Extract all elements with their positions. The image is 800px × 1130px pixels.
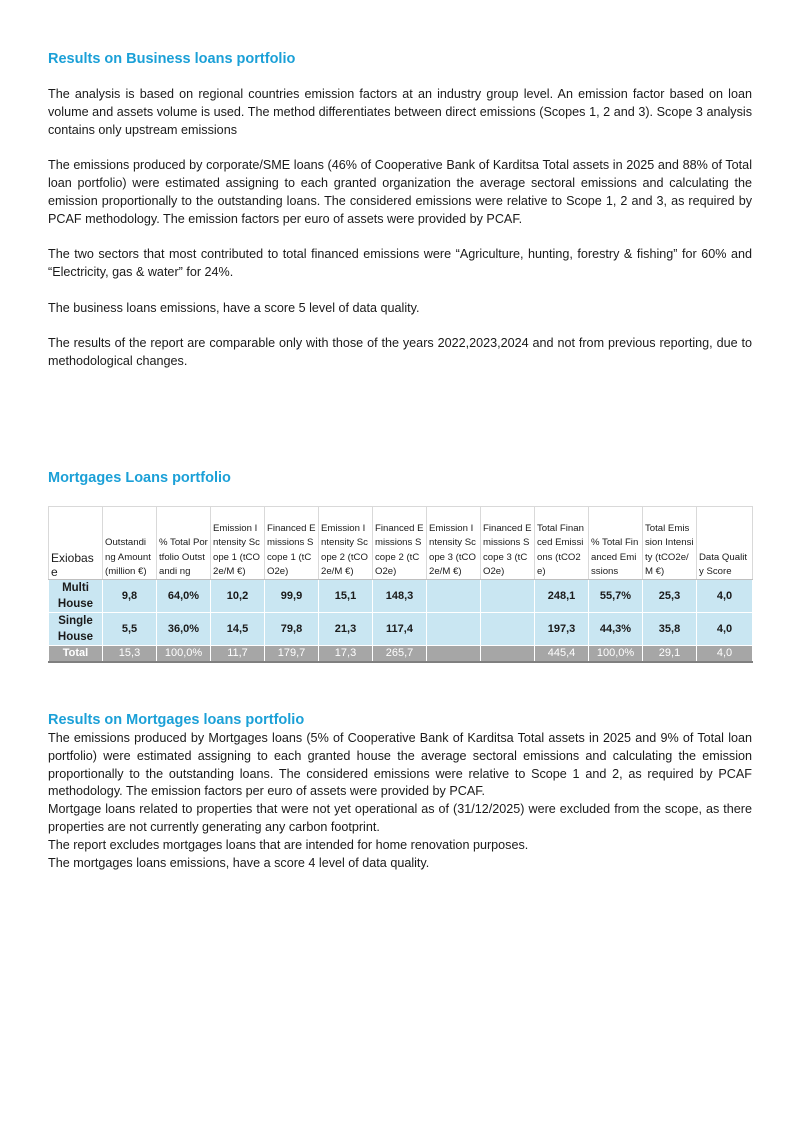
table-cell: 14,5: [211, 613, 265, 646]
table-cell: 44,3%: [589, 613, 643, 646]
table-cell: [481, 580, 535, 613]
table-cell: 64,0%: [157, 580, 211, 613]
table-cell: 445,4: [535, 646, 589, 663]
column-header: Emission Intensity Scope 1 (tCO2e/M €): [211, 507, 265, 580]
table-total-row: [49, 646, 753, 663]
paragraph: The analysis is based on regional countries emission factors at an industry group level. An emission factor based on loan volume and assets volume is used. The method differentiates between direct emissions (Scopes 1, 2 and 3). Scope 3 analysis contains only upstream emissions: [48, 87, 752, 137]
mortgages-portfolio-heading: Mortgages Loans portfolio: [48, 470, 231, 486]
paragraph: The business loans emissions, have a score 5 level of data quality.: [48, 300, 420, 315]
paragraph: The report excludes mortgages loans that are intended for home renovation purposes.: [48, 837, 529, 852]
table-cell: 4,0: [697, 580, 753, 613]
table-cell: 29,1: [643, 646, 697, 663]
column-header: Total Emission Intensity (tCO2e/M €): [643, 507, 697, 580]
column-header: Data Quality Score: [697, 507, 753, 580]
column-header: Emission Intensity Scope 2 (tCO2e/M €): [319, 507, 373, 580]
table-cell: 5,5: [103, 613, 157, 646]
table-cell: 36,0%: [157, 613, 211, 646]
table-cell: 9,8: [103, 580, 157, 613]
column-header: Exiobase: [49, 507, 103, 580]
mortgages-table: [48, 506, 753, 663]
paragraph: The emissions produced by Mortgages loans (5% of Cooperative Bank of Karditsa Total assets in 2025 and 9% of Total loan portfolio) were estimated assigning to each granted house the average sectoral emissions and calculating the emission proportionally to the outstanding loans. The considered emissions were relative to Scope 1 and 2, as required by PCAF methodology. The emission factors per euro of assets were provided by PCAF.: [48, 731, 752, 799]
row-label: Multi House: [49, 580, 103, 613]
table-cell: 25,3: [643, 580, 697, 613]
table-cell: 17,3: [319, 646, 373, 663]
table-cell: 179,7: [265, 646, 319, 663]
table-cell: 4,0: [697, 613, 753, 646]
table-cell: 21,3: [319, 613, 373, 646]
paragraph: The two sectors that most contributed to total financed emissions were “Agriculture, hunting, forestry & fishing” for 60% and “Electricity, gas & water” for 24%.: [48, 247, 752, 279]
table-row: [49, 613, 753, 646]
table-cell: 197,3: [535, 613, 589, 646]
paragraph: The mortgages loans emissions, have a score 4 level of data quality.: [48, 855, 430, 870]
row-label: Total: [49, 646, 103, 663]
paragraph: The results of the report are comparable only with those of the years 2022,2023,2024 and not from previous reporting, due to methodological changes.: [48, 336, 752, 368]
table-cell: 4,0: [697, 646, 753, 663]
column-header: Outstandi ng Amount (million €): [103, 507, 157, 580]
table-cell: [427, 613, 481, 646]
table-cell: [481, 646, 535, 663]
mortgages-results-section: [48, 730, 752, 872]
column-header: Emission Intensity Scope 3 (tCO2e/M €): [427, 507, 481, 580]
table-row: [49, 580, 753, 613]
column-header: Financed Emissions Scope 3 (tCO2e): [481, 507, 535, 580]
table-cell: 55,7%: [589, 580, 643, 613]
business-loans-section: [48, 86, 752, 389]
table-cell: 100,0%: [589, 646, 643, 663]
column-header: % Total Financed Emissions: [589, 507, 643, 580]
table-cell: 265,7: [373, 646, 427, 663]
column-header: Total Financed Emissions (tCO2e): [535, 507, 589, 580]
table-cell: 15,1: [319, 580, 373, 613]
table-cell: 148,3: [373, 580, 427, 613]
table-cell: 99,9: [265, 580, 319, 613]
table-cell: 79,8: [265, 613, 319, 646]
table-cell: 10,2: [211, 580, 265, 613]
business-loans-heading: Results on Business loans portfolio: [48, 51, 296, 67]
table-header-row: [49, 507, 753, 580]
table-cell: [481, 613, 535, 646]
column-header: Financed Emissions Scope 2 (tCO2e): [373, 507, 427, 580]
table-cell: 15,3: [103, 646, 157, 663]
table-cell: [427, 580, 481, 613]
column-header: Financed Emissions Scope 1 (tCO2e): [265, 507, 319, 580]
table-cell: 11,7: [211, 646, 265, 663]
paragraph: Mortgage loans related to properties that were not yet operational as of (31/12/2025) were excluded from the scope, as there properties are not currently generating any carbon footprint.: [48, 802, 752, 834]
table-cell: 248,1: [535, 580, 589, 613]
table-cell: 35,8: [643, 613, 697, 646]
column-header: % Total Portfolio Outstandi ng: [157, 507, 211, 580]
mortgages-results-heading: Results on Mortgages loans portfolio: [48, 712, 305, 728]
table-cell: [427, 646, 481, 663]
table-cell: 117,4: [373, 613, 427, 646]
paragraph: The emissions produced by corporate/SME loans (46% of Cooperative Bank of Karditsa Total assets in 2025 and 88% of Total loan portfolio) were estimated assigning to each granted organization the average sectoral emissions and calculating the emission proportionally to the outstanding loans. The considered emissions were relative to Scope 1, 2 and 3, as required by PCAF methodology. The emission factors per euro of assets were provided by PCAF.: [48, 158, 752, 226]
table-cell: 100,0%: [157, 646, 211, 663]
row-label: Single House: [49, 613, 103, 646]
